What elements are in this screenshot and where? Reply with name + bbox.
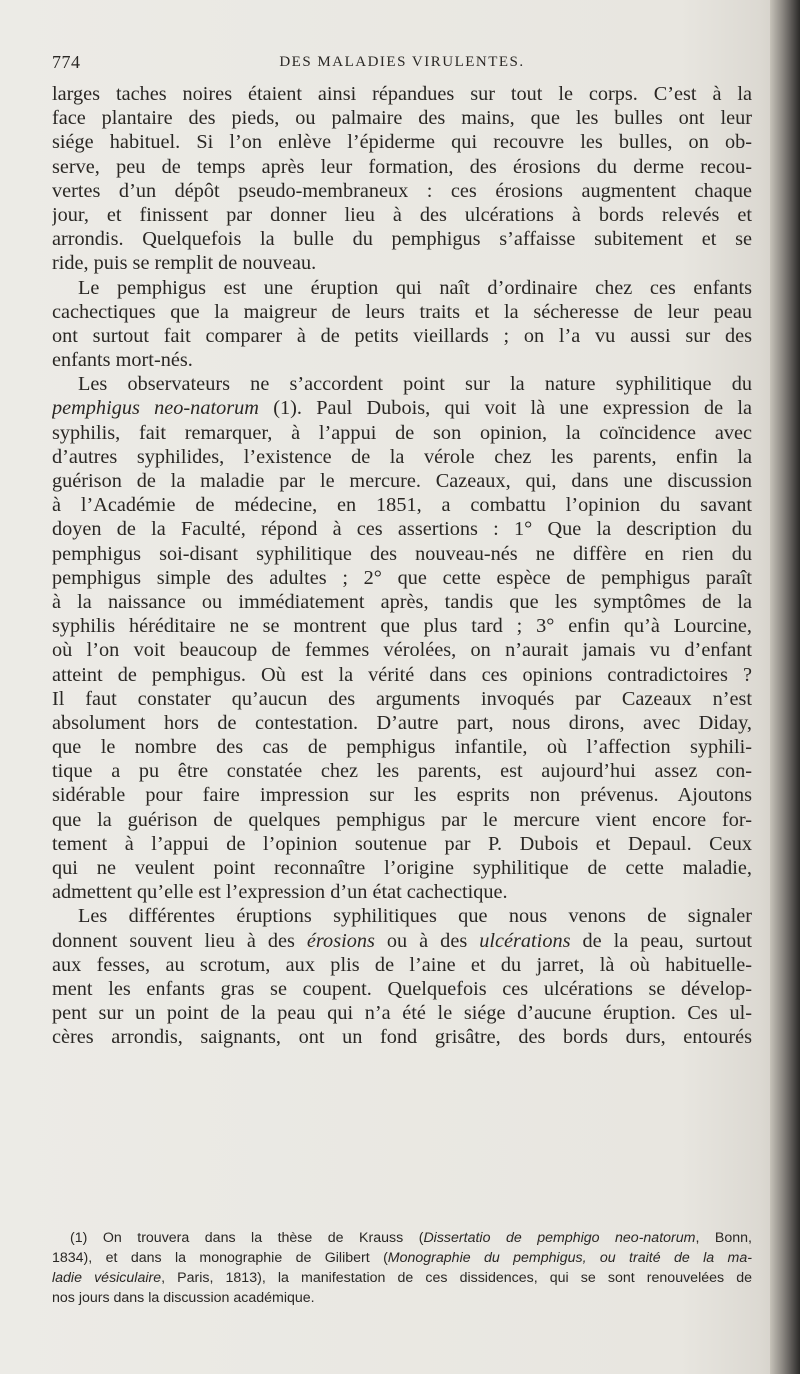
text-line: aux fesses, au scrotum, aux plis de l’aine et du jarret, là où habituelle- <box>52 953 752 976</box>
text-line: arrondis. Quelquefois la bulle du pemphigus s’affaisse subitement et se <box>52 228 752 251</box>
footnote-line: (1) On trouvera dans la thèse de Krauss (Dissertatio de pemphigo neo-natorum, Bonn, <box>70 1230 752 1246</box>
text-line: pemphigus neo-natorum (1). Paul Dubois, qui voit là une expression de la <box>52 397 752 420</box>
text-line: serve, peu de temps après leur formation, des érosions du derme recou- <box>52 155 752 178</box>
text-line: face plantaire des pieds, ou palmaire des mains, que les bulles ont leur <box>52 107 752 130</box>
footnotes <box>52 1228 752 1308</box>
text-line: pent sur un point de la peau qui n’a été le siége d’aucune éruption. Ces ul- <box>52 1002 752 1025</box>
text-line: syphilis héréditaire ne se montrent que plus tard ; 3° enfin qu’à Lourcine, <box>52 615 752 638</box>
text-line: à l’Académie de médecine, en 1851, a combattu l’opinion du savant <box>52 494 752 517</box>
text-line: larges taches noires étaient ainsi répandues sur tout le corps. C’est à la <box>52 83 752 105</box>
text-line: où l’on voit beaucoup de femmes vérolées, on n’aurait jamais vu d’enfant <box>52 639 752 662</box>
text-line: à la naissance ou immédiatement après, tandis que les symptômes de la <box>52 590 752 613</box>
text-line: pemphigus soi-disant syphilitique des nouveau-nés ne diffère en rien du <box>52 542 752 565</box>
footnote-line: 1834), et dans la monographie de Gilibert (Monographie du pemphigus, ou traité de la ma- <box>52 1250 752 1266</box>
page-binding-edge <box>770 0 800 1374</box>
page-header <box>52 52 752 76</box>
text-line: tement à l’appui de l’opinion soutenue par P. Dubois et Depaul. Ceux <box>52 832 752 855</box>
text-line: que le nombre des cas de pemphigus infantile, où l’affection syphili- <box>52 736 752 759</box>
text-line: Le pemphigus est une éruption qui naît d’ordinaire chez ces enfants <box>78 276 752 299</box>
text-line: doyen de la Faculté, répond à ces assertions : 1° Que la description du <box>52 518 752 541</box>
running-title: DES MALADIES VIRULENTES. <box>279 54 525 70</box>
text-line: ont surtout fait comparer à de petits vieillards ; on l’a vu aussi sur des <box>52 324 752 347</box>
text-line: Il faut constater qu’aucun des arguments invoqués par Cazeaux n’est <box>52 687 752 710</box>
text-line: d’autres syphilides, l’existence de la vérole chez les parents, enfin la <box>52 445 752 468</box>
text-line: tique a pu être constatée chez les parents, est aujourd’hui assez con- <box>52 760 752 783</box>
text-line: enfants mort-nés. <box>52 349 193 372</box>
text-line: ride, puis se remplit de nouveau. <box>52 252 317 275</box>
text-line: admettent qu’elle est l’expression d’un état cachectique. <box>52 881 508 904</box>
text-line: Les différentes éruptions syphilitiques que nous venons de signaler <box>78 905 752 928</box>
text-line: atteint de pemphigus. Où est la vérité dans ces opinions contradictoires ? <box>52 663 752 686</box>
text-line: Les observateurs ne s’accordent point sur la nature syphilitique du <box>78 373 752 396</box>
page-number: 774 <box>52 52 81 72</box>
body-text <box>52 82 752 1050</box>
text-line: que la guérison de quelques pemphigus par le mercure vient encore for- <box>52 808 752 831</box>
text-line: vertes d’un dépôt pseudo-membraneux : ces érosions augmentent chaque <box>52 179 752 202</box>
text-line: pemphigus simple des adultes ; 2° que cette espèce de pemphigus paraît <box>52 566 752 589</box>
text-line: siége habituel. Si l’on enlève l’épiderme qui recouvre les bulles, on ob- <box>52 131 752 154</box>
text-line: ment les enfants gras se coupent. Quelquefois ces ulcérations se dévelop- <box>52 977 752 1000</box>
text-line: sidérable pour faire impression sur les esprits non prévenus. Ajoutons <box>52 784 752 807</box>
text-line: jour, et finissent par donner lieu à des ulcérations à bords relevés et <box>52 203 752 226</box>
text-line: absolument hors de contestation. D’autre part, nous dirons, avec Diday, <box>52 711 752 734</box>
text-line: cachectiques que la maigreur de leurs traits et la sécheresse de leur peau <box>52 300 752 323</box>
text-line: qui ne veulent point reconnaître l’origine syphilitique de cette maladie, <box>52 857 752 879</box>
text-line: donnent souvent lieu à des érosions ou à des ulcérations de la peau, surtout <box>52 929 752 952</box>
text-line: guérison de la maladie par le mercure. Cazeaux, qui, dans une discussion <box>52 470 752 492</box>
text-line: cères arrondis, saignants, ont un fond grisâtre, des bords durs, entourés <box>52 1026 752 1049</box>
footnote-line: ladie vésiculaire, Paris, 1813), la manifestation de ces dissidences, qui se sont renouvelées de <box>52 1270 752 1286</box>
footnote-line: nos jours dans la discussion académique. <box>52 1290 315 1306</box>
text-line: syphilis, fait remarquer, à l’appui de son opinion, la coïncidence avec <box>52 421 752 444</box>
